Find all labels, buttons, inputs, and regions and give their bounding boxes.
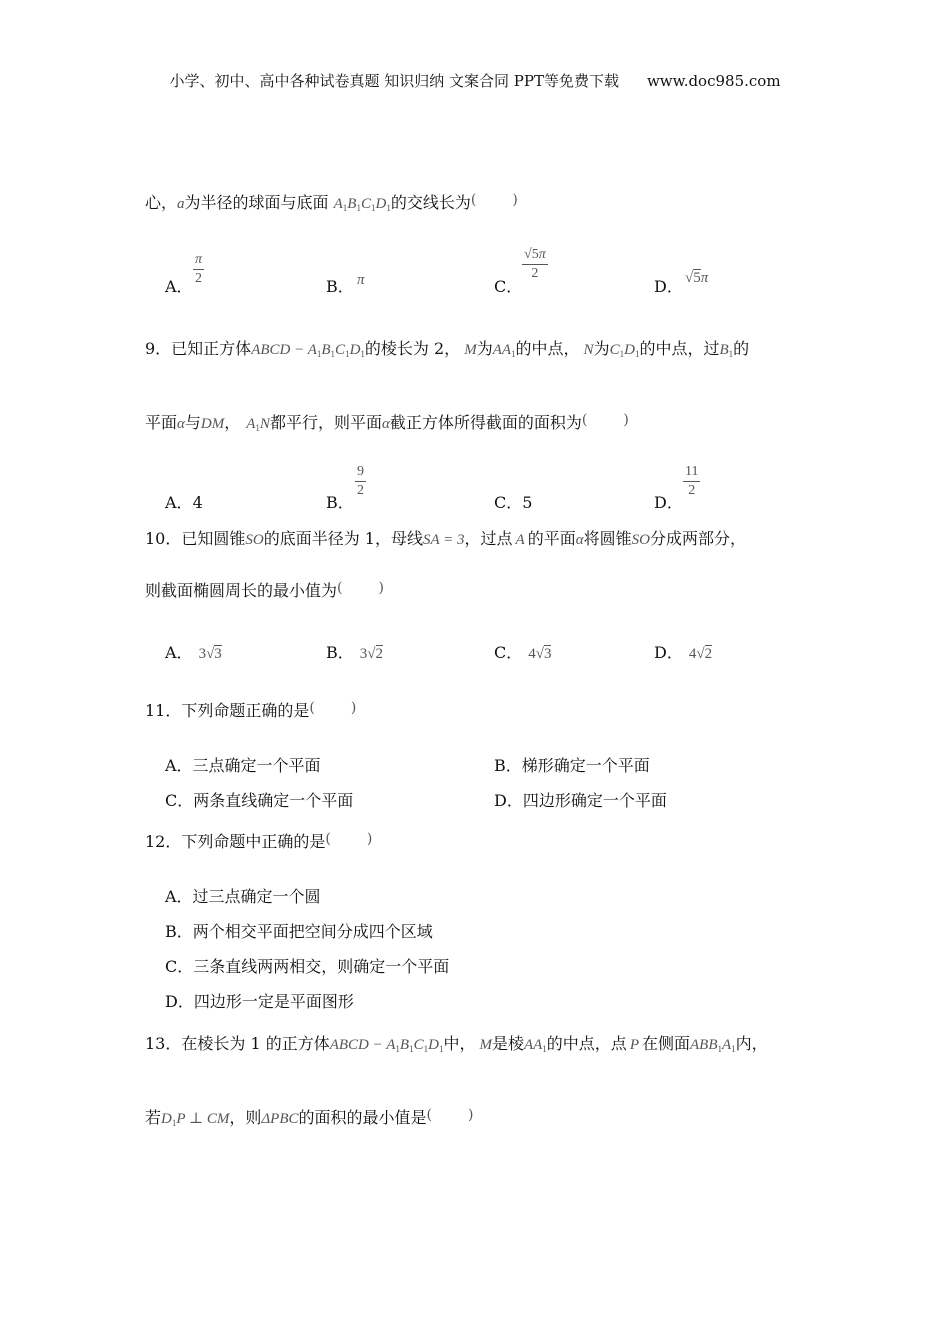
q11-option-c[interactable]: C．两条直线确定一个平面 xyxy=(165,791,354,810)
q8-option-b-value: π xyxy=(357,272,365,288)
q9-stem-line1: 9．已知正方体ABCD − $A_1B_1C_1D_1$的棱长为 2， M为$AA_1$的中点， N为$C_1D_1$的中点，过$B_1$的 xyxy=(145,339,750,359)
q12-option-b[interactable]: B．两个相交平面把空间分成四个区域 xyxy=(165,922,433,941)
q12-option-d[interactable]: D．四边形一定是平面图形 xyxy=(165,992,354,1011)
q8-option-d-label[interactable]: D． xyxy=(654,277,683,296)
q12-stem: 12．下列命题中正确的是( ) xyxy=(145,831,373,851)
q10-option-a[interactable]: A． 3√3 xyxy=(165,643,222,662)
q13-stem-line1: 13．在棱长为 1 的正方体ABCD − $A_1B_1C_1D_1$中， M是棱$AA_1$的中点，点 P 在侧面$ABB_1A_1$内， xyxy=(145,1034,768,1054)
q9-option-c[interactable]: C．5 xyxy=(494,493,533,512)
q12-option-c[interactable]: C．三条直线两两相交，则确定一个平面 xyxy=(165,957,450,976)
q8-option-d-value: √5π xyxy=(685,270,709,286)
q8-option-a-frac: $\frac{\pi}{2}$ xyxy=(195,252,203,286)
header-text: 小学、初中、高中各种试卷真题 知识归纳 文案合同 PPT等免费下载 xyxy=(169,72,619,90)
header-site: www.doc985.com xyxy=(646,72,781,90)
q10-stem-line2: 则截面椭圆周长的最小值为( ) xyxy=(145,580,384,600)
q9-stem-line2: 平面α与DM， $A_1N$都平行，则平面α截正方体所得截面的面积为( ) xyxy=(145,412,629,433)
q8-option-c-frac: $\frac{√5\pi}{2}$ xyxy=(524,247,546,281)
q9-option-d-label[interactable]: D． xyxy=(654,493,683,512)
q10-option-d[interactable]: D． 4√2 xyxy=(654,643,713,662)
q9-option-a[interactable]: A．4 xyxy=(165,493,203,512)
q11-option-b[interactable]: B．梯形确定一个平面 xyxy=(494,756,650,775)
q8-option-b-label[interactable]: B． xyxy=(326,277,354,296)
q11-option-a[interactable]: A．三点确定一个平面 xyxy=(165,756,321,775)
q11-stem: 11．下列命题正确的是( ) xyxy=(145,700,357,720)
q8-stem: 心，a为半径的球面与底面 $A_1B_1C_1D_1$的交线长为( ) xyxy=(145,192,518,213)
q13-stem-line2: 若$D_1P$ ⊥ CM，则ΔPBC的面积的最小值是( ) xyxy=(145,1107,474,1128)
q9-option-d-frac: $\frac{11}{2}$ xyxy=(685,464,699,498)
page-header xyxy=(0,70,950,91)
q10-option-c[interactable]: C． 4√3 xyxy=(494,643,552,662)
q10-stem-line1: 10．已知圆锥SO的底面半径为 1，母线SA = 3，过点 A 的平面α将圆锥SO分成两部分， xyxy=(145,529,746,548)
q9-option-b-frac: $\frac{9}{2}$ xyxy=(357,464,364,498)
q10-option-b[interactable]: B． 3√2 xyxy=(326,643,383,662)
q11-option-d[interactable]: D．四边形确定一个平面 xyxy=(494,791,667,810)
q12-option-a[interactable]: A．过三点确定一个圆 xyxy=(165,887,321,906)
q8-option-c-label[interactable]: C． xyxy=(494,277,523,296)
q9-option-b-label[interactable]: B． xyxy=(326,493,354,512)
q8-option-a-label[interactable]: A． xyxy=(165,277,193,296)
